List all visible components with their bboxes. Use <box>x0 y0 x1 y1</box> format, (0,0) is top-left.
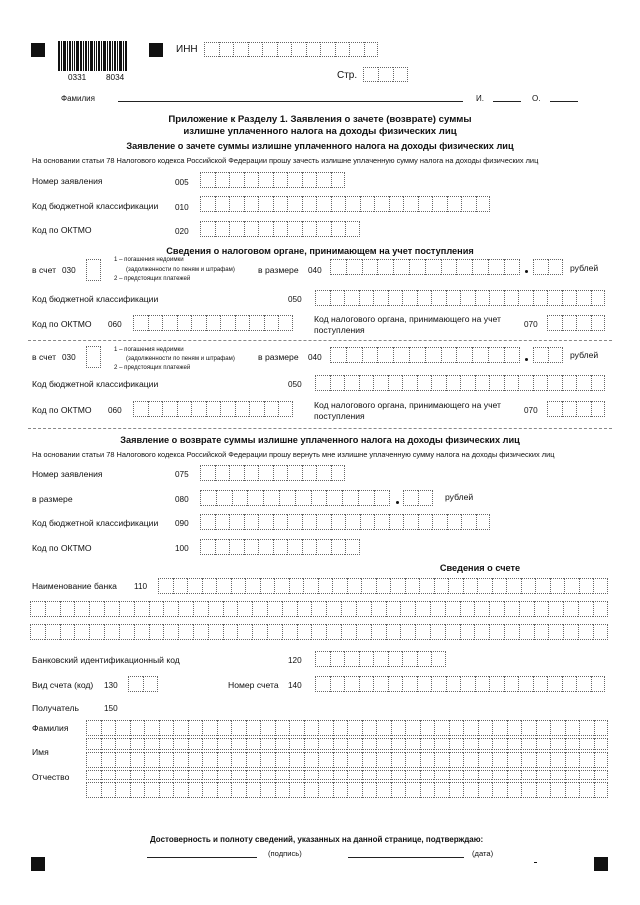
refund-oktmo-label: Код по ОКТМО <box>32 543 92 553</box>
bank-name-code: 110 <box>134 582 148 591</box>
page-label: Стр. <box>337 70 358 81</box>
registration-marker-bottom-left <box>31 857 45 871</box>
refund-kbk-field[interactable] <box>200 514 490 530</box>
offset-kbk-code: 010 <box>175 203 189 212</box>
recipient-label: Получатель <box>32 703 79 713</box>
refund-amount-label: в размере <box>32 494 73 504</box>
block2-account-field[interactable] <box>86 346 101 368</box>
account-number-label: Номер счета <box>228 680 279 690</box>
header-initial-o-label: О. <box>532 94 541 103</box>
block2-oktmo-code: 060 <box>108 406 122 415</box>
inn-label: ИНН <box>176 44 198 55</box>
account-type-field[interactable] <box>128 676 158 692</box>
date-caption: (дата) <box>472 849 494 858</box>
barcode <box>58 41 128 71</box>
offset-app-number-code: 005 <box>175 178 189 187</box>
signature-caption: (подпись) <box>268 849 302 858</box>
block1-office-code: 070 <box>524 320 538 329</box>
block2-office-label-line2: поступления <box>314 411 365 421</box>
header-surname-label: Фамилия <box>61 94 95 103</box>
block2-option1-line2: (задолженности по пеням и штрафам) <box>126 355 235 362</box>
barcode-number-right: 8034 <box>106 73 125 82</box>
block2-office-code: 070 <box>524 406 538 415</box>
recipient-name-label: Имя <box>32 747 49 757</box>
appendix-title-line1: Приложение к Разделу 1. Заявления о зачете (возврате) суммы <box>168 114 472 125</box>
signature-field[interactable] <box>147 857 257 858</box>
confirmation-text: Достоверность и полноту сведений, указанных на данной странице, подтверждаю: <box>150 835 484 844</box>
block-separator <box>28 340 612 341</box>
recipient-patronymic-field[interactable] <box>86 782 608 798</box>
header-initial-i-field[interactable] <box>493 101 521 102</box>
block1-amount-rubles-field[interactable] <box>330 259 520 275</box>
block1-kbk-field[interactable] <box>315 290 605 306</box>
offset-heading: Заявление о зачете суммы излишне уплаченного налога на доходы физических лиц <box>126 141 514 151</box>
section-separator <box>28 428 612 429</box>
refund-amount-rubles-field[interactable] <box>200 490 390 506</box>
block1-account-label: в счет <box>32 265 57 275</box>
block1-kbk-code: 050 <box>288 295 302 304</box>
refund-kbk-label: Код бюджетной классификации <box>32 518 159 528</box>
block2-option1-line1: 1 – погашения недоимки <box>114 346 184 353</box>
block1-office-label-line1: Код налогового органа, принимающего на учет <box>314 314 501 324</box>
refund-app-number-label: Номер заявления <box>32 469 103 479</box>
registration-marker-top-left <box>31 43 45 57</box>
block1-decimal-dot <box>525 270 528 273</box>
offset-oktmo-field[interactable] <box>200 221 360 237</box>
header-initial-i-label: И. <box>476 94 484 103</box>
block2-oktmo-field[interactable] <box>133 401 293 417</box>
bank-name-field-row3[interactable] <box>30 624 608 640</box>
block1-account-field[interactable] <box>86 259 101 281</box>
tax-office-heading: Сведения о налоговом органе, принимающем на учет поступления <box>166 246 474 256</box>
registration-marker-bottom-right <box>594 857 608 871</box>
header-surname-field[interactable] <box>118 101 463 102</box>
bic-label: Банковский идентификационный код <box>32 655 180 665</box>
account-heading: Сведения о счете <box>439 563 521 573</box>
account-type-label: Вид счета (код) <box>32 680 94 690</box>
refund-app-number-code: 075 <box>175 470 189 479</box>
block2-currency-label: рублей <box>570 350 599 360</box>
refund-basis-text: На основании статьи 78 Налогового кодекса Российской Федерации прошу вернуть мне излишне уплаченную сумму налога на доходы физических лиц <box>32 450 555 459</box>
block1-amount-code: 040 <box>308 266 322 275</box>
refund-app-number-field[interactable] <box>200 465 345 481</box>
block2-amount-rubles-field[interactable] <box>330 347 520 363</box>
block1-option1-line1: 1 – погашения недоимки <box>114 256 184 263</box>
block2-office-field[interactable] <box>547 401 605 417</box>
refund-decimal-dot <box>396 501 399 504</box>
block1-account-code: 030 <box>62 266 76 275</box>
bank-name-field-row2[interactable] <box>30 601 608 617</box>
recipient-name-field-row2[interactable] <box>86 770 608 780</box>
block1-oktmo-field[interactable] <box>133 315 293 331</box>
bank-name-field-row1[interactable] <box>158 578 608 594</box>
refund-amount-code: 080 <box>175 495 189 504</box>
account-number-field[interactable] <box>315 676 605 692</box>
recipient-patronymic-label: Отчество <box>32 772 70 782</box>
footer-mark <box>534 862 537 863</box>
block2-amount-code: 040 <box>308 353 322 362</box>
block1-oktmo-code: 060 <box>108 320 122 329</box>
registration-marker-top-center <box>149 43 163 57</box>
barcode-number-left: 0331 <box>68 73 87 82</box>
date-field[interactable] <box>348 857 464 858</box>
block2-kbk-field[interactable] <box>315 375 605 391</box>
block1-currency-label: рублей <box>570 263 599 273</box>
block2-kbk-label: Код бюджетной классификации <box>32 379 159 389</box>
bic-field[interactable] <box>315 651 446 667</box>
offset-basis-text: На основании статьи 78 Налогового кодекса Российской Федерации прошу зачесть излишне уплаченную сумму налога на доходы физических лиц <box>32 156 539 165</box>
recipient-surname-label: Фамилия <box>32 723 69 733</box>
refund-currency-label: рублей <box>445 492 474 502</box>
block1-office-field[interactable] <box>547 315 605 331</box>
block2-kbk-code: 050 <box>288 380 302 389</box>
refund-heading: Заявление о возврате суммы излишне уплаченного налога на доходы физических лиц <box>120 435 520 445</box>
recipient-code: 150 <box>104 704 118 713</box>
bank-name-label: Наименование банка <box>32 581 117 591</box>
appendix-title-line2: излишне уплаченного налога на доходы физических лиц <box>183 126 457 137</box>
block1-kbk-label: Код бюджетной классификации <box>32 294 159 304</box>
block2-amount-kopecks-field[interactable] <box>533 347 563 363</box>
offset-app-number-label: Номер заявления <box>32 176 103 186</box>
offset-kbk-field[interactable] <box>200 196 490 212</box>
refund-oktmo-code: 100 <box>175 544 189 553</box>
block2-oktmo-label: Код по ОКТМО <box>32 405 92 415</box>
block2-option2: 2 – предстоящих платежей <box>114 364 191 371</box>
page-number-field[interactable] <box>363 67 408 82</box>
block1-amount-kopecks-field[interactable] <box>533 259 563 275</box>
refund-oktmo-field[interactable] <box>200 539 360 555</box>
recipient-surname-field[interactable] <box>86 720 608 736</box>
recipient-name-field[interactable] <box>86 752 608 768</box>
block1-option2: 2 – предстоящих платежей <box>114 275 191 282</box>
block2-account-code: 030 <box>62 353 76 362</box>
offset-oktmo-code: 020 <box>175 227 189 236</box>
header-initial-o-field[interactable] <box>550 101 578 102</box>
account-number-code: 140 <box>288 681 302 690</box>
block2-amount-label: в размере <box>258 352 299 362</box>
block1-amount-label: в размере <box>258 265 299 275</box>
block2-office-label-line1: Код налогового органа, принимающего на учет <box>314 400 501 410</box>
account-type-code: 130 <box>104 681 118 690</box>
recipient-surname-field-row2[interactable] <box>86 738 608 750</box>
inn-field[interactable] <box>204 42 378 57</box>
bic-code: 120 <box>288 656 302 665</box>
offset-app-number-field[interactable] <box>200 172 345 188</box>
offset-kbk-label: Код бюджетной классификации <box>32 201 159 211</box>
block1-option1-line2: (задолженности по пеням и штрафам) <box>126 266 235 273</box>
block1-office-label-line2: поступления <box>314 325 365 335</box>
block2-decimal-dot <box>525 358 528 361</box>
refund-kbk-code: 090 <box>175 519 189 528</box>
refund-amount-kopecks-field[interactable] <box>403 490 433 506</box>
offset-oktmo-label: Код по ОКТМО <box>32 225 92 235</box>
block2-account-label: в счет <box>32 352 57 362</box>
block1-oktmo-label: Код по ОКТМО <box>32 319 92 329</box>
